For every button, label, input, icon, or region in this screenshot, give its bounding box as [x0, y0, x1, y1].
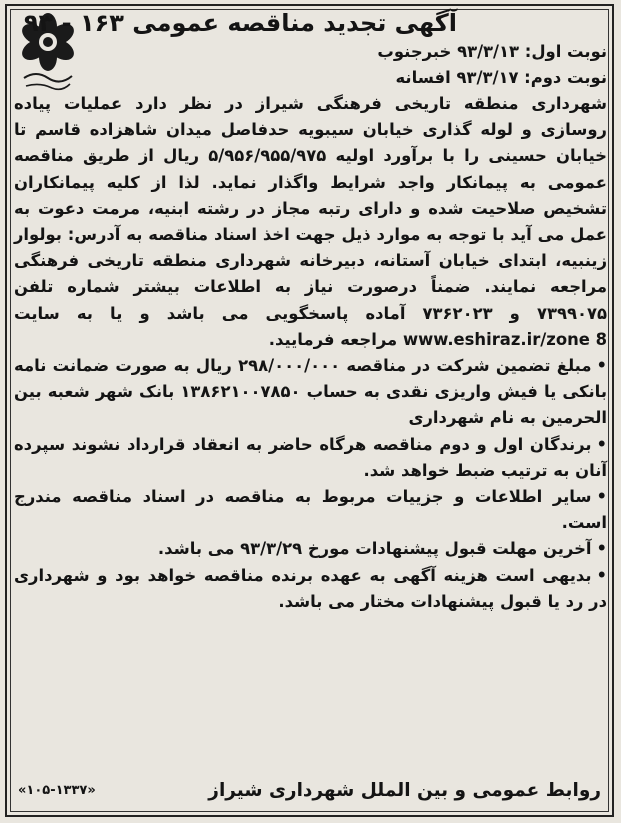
notice-code: «۱۰۵-۱۳۳۷» — [18, 783, 96, 798]
signature: روابط عمومی و بین الملل شهرداری شیراز — [208, 780, 601, 801]
first-notice: نوبت اول: ۹۳/۳/۱۳ خبرجنوب — [377, 42, 607, 61]
bullet-text: مبلغ تضمین شرکت در مناقصه ۲۹۸/۰۰۰/۰۰۰ ریال به صورت ضمانت نامه بانکی یا فیش واریزی نقدی به حساب ۱۳۸۶۲۱۰۰۷۸۵۰ بانک شهر شعبه بین الحرمین به نام شهرداری — [14, 356, 607, 428]
bullet-icon: • — [596, 487, 607, 507]
website-link[interactable]: www.eshiraz.ir/zone 8 — [402, 329, 607, 349]
bullet-text: سایر اطلاعات و جزییات مربوط به مناقصه در اسناد مناقصه مندرج است. — [14, 487, 607, 533]
bullet-item-details — [14, 484, 607, 536]
bullet-icon: • — [596, 539, 607, 559]
bullet-text: بدیهی است هزینه آگهی به عهده برنده مناقصه خواهد بود و شهرداری در رد یا قبول پیشنهادات مختار می باشد. — [14, 565, 607, 611]
bullet-item-guarantee — [14, 353, 607, 432]
second-notice: نوبت دوم: ۹۳/۳/۱۷ افسانه — [395, 68, 607, 87]
bullet-icon: • — [596, 565, 607, 585]
bullet-text: برندگان اول و دوم مناقصه هرگاه حاضر به انعقاد قرارداد نشوند سپرده آنان به ترتیب ضبط خواهد شد. — [14, 434, 607, 480]
bullet-icon: • — [596, 434, 607, 454]
notice-footer — [18, 780, 601, 801]
body-text-end: مراجعه فرمایید. — [268, 329, 398, 349]
body-paragraph — [14, 91, 607, 353]
bullet-item-winners — [14, 432, 607, 484]
bullet-text: آخرین مهلت قبول پیشنهادات مورخ ۹۳/۳/۲۹ می باشد. — [157, 539, 592, 559]
bullet-item-deadline — [14, 536, 607, 562]
bullet-item-costs — [14, 563, 607, 615]
body-text: شهرداری منطقه تاریخی فرهنگی شیراز در نظر دارد عملیات پیاده روسازی و لوله گذاری خیابان سیبویه حدفاصل میدان شاهزاده قاسم تا خیابان حسینی را با برآورد اولیه ۵/۹۵۶/۹۵۵/۹۷۵ ریال از طریق مناقصه عمومی به پیمانکار واجد شرایط واگذار نماید. لذا از کلیه پیمانکاران تشخیص صلاحیت شده و دارای رتبه مجاز در رشته ابنیه، مرمت دعوت به عمل می آید با توجه به موارد ذیل جهت اخذ اسناد مناقصه به آدرس: بولوار زینبیه، ابتدای خیابان آستانه، دبیرخانه شهرداری منطقه تاریخی فرهنگی مراجعه نمایند. ضمناً درصورت نیاز به اطلاعات بیشتر شماره تلفن ۷۳۹۹۰۷۵ و ۷۳۶۲۰۲۳ آماده پاسخگویی می باشد و یا به سایت — [14, 94, 607, 323]
bullet-icon: • — [596, 356, 608, 376]
notice-content — [14, 8, 607, 615]
notice-title: آگهی تجدید مناقصه عمومی ۱۶۳ - ۹۳ — [24, 9, 457, 37]
